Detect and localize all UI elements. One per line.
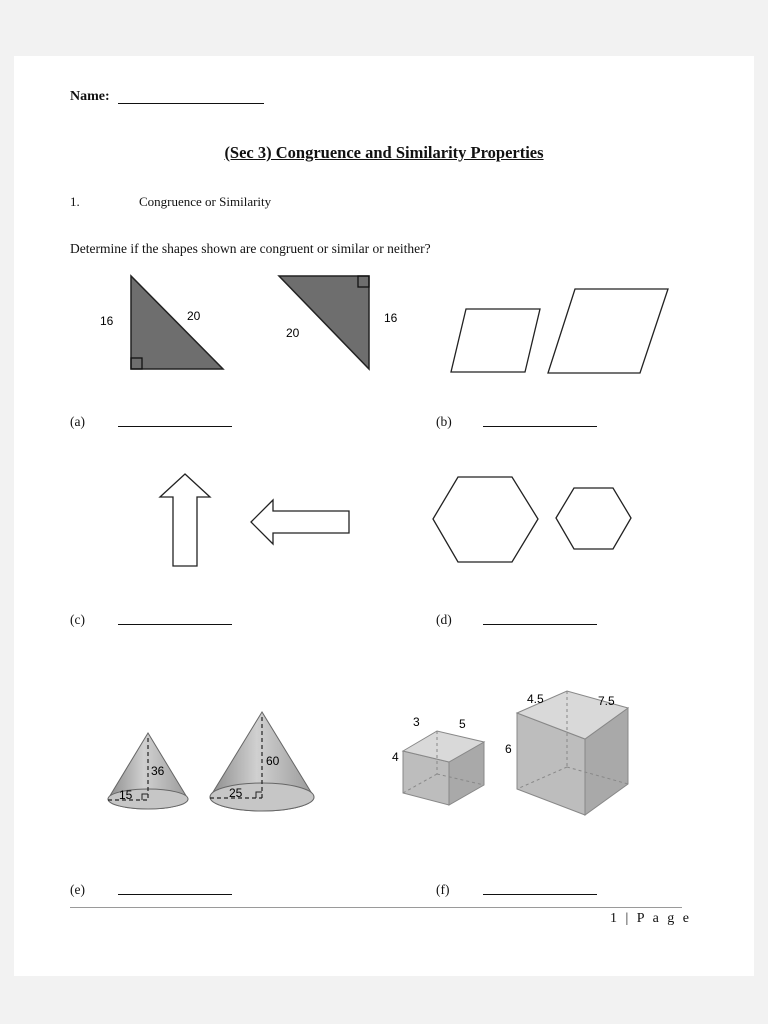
tri1-hyp-label: 20 (187, 309, 201, 323)
tri2-leg-label: 16 (384, 311, 398, 325)
tri1-leg-label: 16 (100, 314, 114, 328)
cone-large (210, 712, 314, 811)
parallelogram-small (451, 309, 540, 372)
box1-height-label: 4 (392, 750, 399, 764)
box2-depth-label: 7.5 (598, 694, 615, 708)
arrow-left (251, 500, 349, 544)
box1-depth-label: 5 (459, 717, 466, 731)
answer-blank-a[interactable] (118, 426, 232, 427)
hexagon-large (433, 477, 538, 562)
question-number: 1. (70, 194, 80, 209)
cone1-height-label: 36 (151, 764, 165, 778)
triangle-right (279, 276, 369, 369)
box-large (517, 691, 628, 815)
box-small (403, 731, 484, 805)
answer-blank-e[interactable] (118, 894, 232, 895)
box2-width-label: 4.5 (527, 692, 544, 706)
name-label: Name: (70, 89, 110, 104)
part-label-c: (c) (70, 612, 85, 627)
box2-height-label: 6 (505, 742, 512, 756)
triangle-left (131, 276, 223, 369)
box1-width-label: 3 (413, 715, 420, 729)
cone1-radius-label: 15 (119, 788, 133, 802)
cone2-height-label: 60 (266, 754, 280, 768)
answer-blank-c[interactable] (118, 624, 232, 625)
parallelogram-large (548, 289, 668, 373)
answer-blank-d[interactable] (483, 624, 597, 625)
tri2-hyp-label: 20 (286, 326, 300, 340)
arrow-up (160, 474, 210, 566)
part-label-b: (b) (436, 414, 452, 429)
part-label-a: (a) (70, 414, 85, 429)
part-label-d: (d) (436, 612, 452, 627)
footer-rule (70, 907, 682, 908)
page-title: (Sec 3) Congruence and Similarity Properties (224, 143, 544, 162)
cone2-radius-label: 25 (229, 786, 243, 800)
hexagon-small (556, 488, 631, 549)
answer-blank-b[interactable] (483, 426, 597, 427)
question-title: Congruence or Similarity (139, 194, 272, 209)
part-label-f: (f) (436, 882, 450, 897)
page-number: 1 | P a g e (610, 911, 692, 926)
question-instruction: Determine if the shapes shown are congruent or similar or neither? (70, 241, 431, 256)
part-label-e: (e) (70, 882, 85, 897)
answer-blank-f[interactable] (483, 894, 597, 895)
